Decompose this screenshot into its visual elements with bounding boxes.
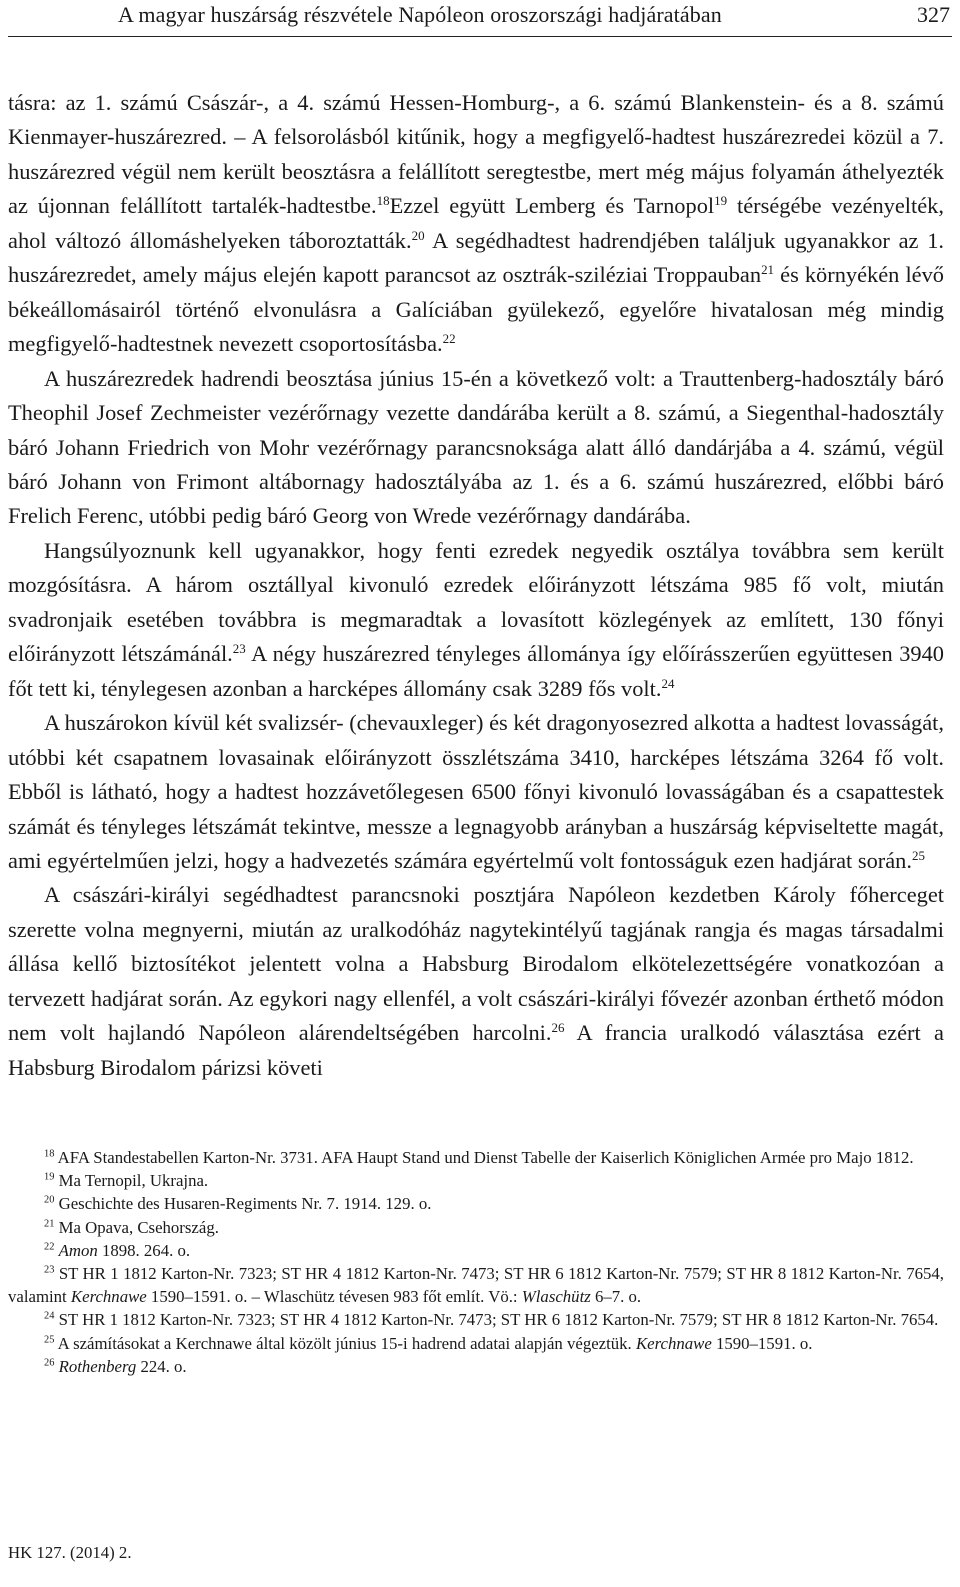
- text-run: A francia uralkodó választása ezért a Habsburg Birodalom párizsi követi: [8, 1020, 944, 1080]
- footnote-20: [8, 1192, 944, 1215]
- paragraph-5: [8, 878, 944, 1085]
- footnote-text: AFA Standestabellen Karton-Nr. 3731. AFA Haupt Stand und Dienst Tabelle der Kaiserlich Königlichen Armée pro Majo 1812.: [54, 1148, 914, 1167]
- footnote-ref-19[interactable]: 19: [714, 193, 728, 209]
- footnote-ref-24[interactable]: 24: [661, 675, 675, 691]
- footnote-19: [8, 1169, 944, 1192]
- footnote-number: 22: [44, 1241, 55, 1253]
- footnotes: [8, 1146, 944, 1378]
- footnote-number: 20: [44, 1194, 55, 1206]
- footnote-ref-25[interactable]: 25: [911, 847, 925, 863]
- footnote-ref-22[interactable]: 22: [442, 331, 456, 347]
- author-name: Rothenberg: [58, 1356, 137, 1376]
- running-header: [8, 0, 952, 37]
- text-run: A segédhadtest hadrendjében találjuk ugyanakkor az 1. huszárezredet, amely május elején kapott parancsot az osztrák-sziléziai Troppauban: [8, 227, 944, 288]
- footnote-text: ST HR 1 1812 Karton-Nr. 7323; ST HR 4 1812 Karton-Nr. 7473; ST HR 6 1812 Karton-Nr. 7579; ST HR 8 1812 Karton-Nr. 7654, valamint: [8, 1264, 944, 1307]
- author-name: Kerchnawe: [635, 1333, 712, 1353]
- author-name: Wlaschütz: [521, 1287, 591, 1307]
- author-name: Amon: [58, 1240, 98, 1260]
- footnote-18: [8, 1146, 944, 1169]
- author-name: Kerchnawe: [70, 1287, 147, 1307]
- main-text: [8, 86, 944, 1085]
- text-run: Hangsúlyoznunk kell ugyanakkor, hogy fenti ezredek negyedik osztálya továbbra sem került mozgósításra. A három osztállyal kivonuló ezredek előirányzott létszáma 985 fő volt, miután svadronjaik esetében továbbra is megmaradtak a lovasított közlegények az említett, 130 főnyi előirányzott létszámánál.: [8, 537, 944, 667]
- running-title: A magyar huszárság részvétele Napóleon oroszországi hadjáratában: [118, 2, 722, 27]
- footnote-ref-21[interactable]: 21: [761, 262, 775, 278]
- footnote-text: Ma Ternopil, Ukrajna.: [54, 1171, 209, 1191]
- footnote-text: 1590–1591. o. – Wlaschütz tévesen 983 főt említ. Vö.:: [146, 1287, 522, 1307]
- footnote-ref-23[interactable]: 23: [232, 641, 246, 657]
- footnote-ref-26[interactable]: 26: [551, 1020, 565, 1036]
- footnote-text: Geschichte des Husaren-Regiments Nr. 7. 1914. 129. o.: [54, 1194, 432, 1214]
- text-run: tásra: az 1. számú Császár-, a 4. számú Hessen-Homburg-, a 6. számú Blankenstein- és a 8. számú Kienmayer-huszárezred. – A felsorolásból kitűnik, hogy a megfigyelő-hadtest huszárezredei közül a 7. huszárezred végül nem került beosztásra a felállított seregtestbe, mert még május folyamán áthelyezték az újonnan felállított tartalék-hadtestbe.: [8, 90, 944, 219]
- footnote-number: 26: [44, 1357, 55, 1369]
- journal-reference: HK 127. (2014) 2.: [8, 1543, 132, 1562]
- footnote-text: 1590–1591. o.: [711, 1333, 813, 1353]
- text-run: A huszárokon kívül két svalizsér- (chevauxleger) és két dragonyosezred alkotta a hadtest lovasságát, utóbbi két csapatnem lovasainak előirányzott összlétszáma 3410, harcképes létszáma 3264 fő volt. Ebből is látható, hogy a hadtest hozzávetőlegesen 6500 főnyi kivonuló lovasságában és a csapattestek számát és tényleges létszámát tekintve, messze a legnagyobb arányban a huszárság képviseltette magát, ami egyértelműen jelzi, hogy a hadvezetés számára egyértelmű volt fontosságuk ezen hadjárat során.: [8, 710, 944, 873]
- footnote-25: [8, 1332, 944, 1355]
- paragraph-2: A huszárezredek hadrendi beosztása június 15-én a következő volt: a Trauttenberg-hadosztály báró Theophil Josef Zechmeister vezérőrnagy vezette dandárába került a 8. számú, a Siegenthal-hadosztály báró Johann Friedrich von Mohr vezérőrnagy parancsnoksága alatt álló dandárjába a 4. számú, végül báró Johann von Frimont altábornagy hadosztályába az 1. és a 6. számú huszárezred, előbbi báró Frelich Ferenc, utóbbi pedig báró Georg von Wrede vezérőrnagy dandárába.: [8, 365, 944, 529]
- footnote-text: 224. o.: [136, 1356, 187, 1376]
- paragraph-3: [8, 534, 944, 706]
- text-run: térségébe vezényelték, ahol változó állomáshelyeken táboroztatták.: [8, 193, 944, 253]
- footnote-26: [8, 1355, 944, 1378]
- footnote-21: [8, 1216, 944, 1239]
- text-run: A négy huszárezred tényleges állománya így előírásszerűen együttesen 3940 főt tett ki, ténylegesen azonban a harcképes állomány csak 3289 fős volt.: [8, 641, 944, 701]
- footnote-24: [8, 1308, 944, 1331]
- footnote-ref-18[interactable]: 18: [376, 193, 390, 209]
- footnote-22: [8, 1239, 944, 1262]
- footnote-text: 1898. 264. o.: [97, 1240, 191, 1260]
- footnote-number: 19: [44, 1171, 55, 1183]
- text-run: Ezzel együtt Lemberg és Tarnopol: [389, 193, 715, 219]
- footnote-number: 23: [44, 1264, 55, 1276]
- page-number: 327: [917, 2, 950, 27]
- footnote-number: 25: [44, 1334, 55, 1346]
- footnote-ref-20[interactable]: 20: [411, 227, 425, 243]
- footnote-text: A számításokat a Kerchnawe által közölt június 15-i hadrend adatai alapján végeztük.: [54, 1333, 636, 1353]
- footnote-number: 21: [44, 1218, 55, 1230]
- text-run: és környékén lévő békeállomásairól történő elvonulásra a Galíciában gyülekező, egyelőre hivatalosan még mindig megfigyelő-hadtestnek nevezett csoportosításba.: [8, 262, 945, 357]
- footnote-23: [8, 1262, 944, 1308]
- text-run: A császári-királyi segédhadtest parancsnoki posztjára Napóleon kezdetben Károly főherceget szerette volna megnyerni, miután az uralkodóház nagytekintélyű tagjának rangja és magas társadalmi állása kellő biztosítékot jelentett volna a Habsburg Birodalom elkötelezettségére vonatkozóan a tervezett hadjárat során. Az egykori nagy ellenfél, a volt császári-királyi fővezér azonban érthető módon nem volt hajlandó Napóleon alárendeltségében harcolni.: [8, 882, 944, 1046]
- footnote-text: 6–7. o.: [590, 1287, 642, 1307]
- footnote-text: Ma Opava, Csehország.: [54, 1217, 219, 1237]
- footnote-number: 24: [44, 1310, 55, 1322]
- paragraph-1: [8, 86, 944, 362]
- paragraph-4: [8, 706, 944, 878]
- footnote-text: ST HR 1 1812 Karton-Nr. 7323; ST HR 4 1812 Karton-Nr. 7473; ST HR 6 1812 Karton-Nr. 7579; ST HR 8 1812 Karton-Nr. 7654.: [54, 1310, 939, 1330]
- footnote-number: 18: [44, 1148, 55, 1160]
